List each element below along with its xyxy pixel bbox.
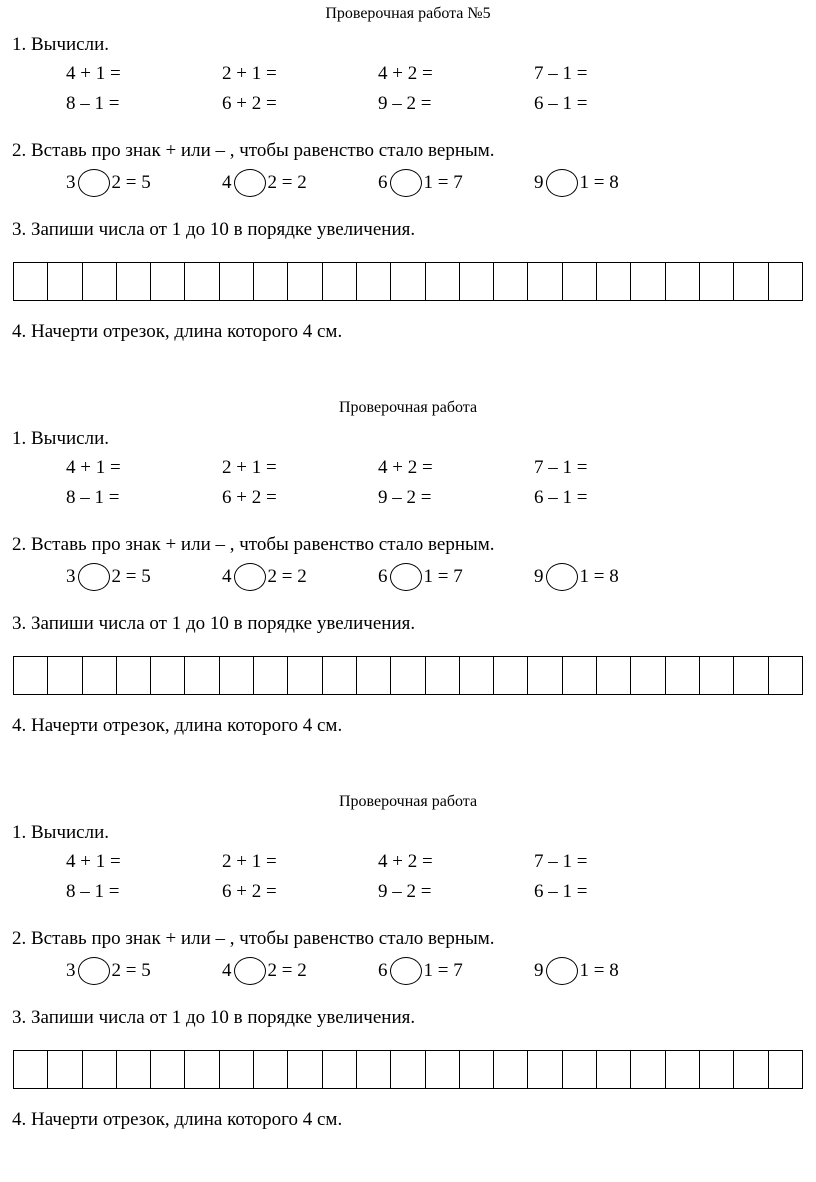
- sign-blank-circle[interactable]: [390, 957, 422, 985]
- equation-left-operand: 4: [222, 172, 232, 193]
- answer-cell[interactable]: [460, 1051, 494, 1088]
- equation-left-operand: 4: [222, 566, 232, 587]
- answer-cell[interactable]: [83, 657, 117, 694]
- equation-right-side: 1 = 8: [579, 172, 619, 193]
- sign-equation: [66, 563, 151, 589]
- answer-cell[interactable]: [494, 657, 528, 694]
- answer-cell[interactable]: [460, 263, 494, 300]
- answer-cell[interactable]: [391, 657, 425, 694]
- sign-equation: [534, 169, 619, 195]
- arithmetic-exercise: 7 – 1 =: [534, 63, 588, 84]
- answer-cell-grid: [13, 656, 803, 695]
- equation-left-operand: 9: [534, 172, 544, 193]
- answer-cell-grid: [13, 262, 803, 301]
- sign-equation: [222, 957, 307, 983]
- answer-cell[interactable]: [254, 657, 288, 694]
- answer-cell[interactable]: [769, 657, 802, 694]
- equation-right-side: 2 = 5: [111, 172, 151, 193]
- equation-left-operand: 9: [534, 960, 544, 981]
- answer-cell[interactable]: [185, 1051, 219, 1088]
- answer-cell[interactable]: [151, 657, 185, 694]
- answer-cell[interactable]: [734, 657, 768, 694]
- answer-cell[interactable]: [563, 1051, 597, 1088]
- task-1-heading: 1. Вычисли.: [12, 34, 109, 55]
- sign-equation: [378, 563, 463, 589]
- answer-cell[interactable]: [151, 263, 185, 300]
- answer-cell[interactable]: [734, 263, 768, 300]
- answer-cell[interactable]: [734, 1051, 768, 1088]
- sign-equation: [66, 169, 151, 195]
- answer-cell[interactable]: [220, 263, 254, 300]
- equation-right-side: 1 = 7: [423, 960, 463, 981]
- answer-cell-grid: [13, 1050, 803, 1089]
- equation-right-side: 2 = 2: [267, 960, 307, 981]
- answer-cell[interactable]: [14, 263, 48, 300]
- answer-cell[interactable]: [117, 263, 151, 300]
- equation-right-side: 1 = 7: [423, 172, 463, 193]
- answer-cell[interactable]: [48, 263, 82, 300]
- answer-cell[interactable]: [700, 657, 734, 694]
- sign-blank-circle[interactable]: [234, 563, 266, 591]
- answer-cell[interactable]: [14, 657, 48, 694]
- equation-left-operand: 3: [66, 172, 76, 193]
- worksheet-title: Проверочная работа: [338, 399, 478, 416]
- sign-blank-circle[interactable]: [78, 957, 110, 985]
- answer-cell[interactable]: [288, 657, 322, 694]
- equation-right-side: 2 = 2: [267, 566, 307, 587]
- task-3-heading: 3. Запиши числа от 1 до 10 в порядке увеличения.: [12, 613, 416, 634]
- answer-cell[interactable]: [357, 657, 391, 694]
- sign-equation: [222, 169, 307, 195]
- answer-cell[interactable]: [528, 1051, 562, 1088]
- equation-right-side: 1 = 7: [423, 566, 463, 587]
- sign-equation: [534, 957, 619, 983]
- worksheet-section: [0, 0, 816, 394]
- equation-left-operand: 3: [66, 566, 76, 587]
- answer-cell[interactable]: [288, 1051, 322, 1088]
- arithmetic-exercise: 6 – 1 =: [534, 93, 588, 114]
- task-3-heading: 3. Запиши числа от 1 до 10 в порядке увеличения.: [12, 1007, 416, 1028]
- equation-left-operand: 6: [378, 960, 388, 981]
- worksheet-section: [0, 394, 816, 788]
- equation-right-side: 1 = 8: [579, 566, 619, 587]
- arithmetic-exercise: 6 – 1 =: [534, 487, 588, 508]
- arithmetic-exercise: 7 – 1 =: [534, 457, 588, 478]
- arithmetic-exercise: 4 + 2 =: [378, 851, 433, 872]
- worksheet-title: Проверочная работа №5: [325, 5, 491, 22]
- arithmetic-exercise: 9 – 2 =: [378, 487, 432, 508]
- equation-right-side: 2 = 5: [111, 960, 151, 981]
- answer-cell[interactable]: [700, 1051, 734, 1088]
- sign-blank-circle[interactable]: [390, 563, 422, 591]
- task-3-heading: 3. Запиши числа от 1 до 10 в порядке увеличения.: [12, 219, 416, 240]
- answer-cell[interactable]: [426, 1051, 460, 1088]
- answer-cell[interactable]: [563, 263, 597, 300]
- arithmetic-exercise: 4 + 2 =: [378, 63, 433, 84]
- task-1-heading: 1. Вычисли.: [12, 822, 109, 843]
- answer-cell[interactable]: [631, 263, 665, 300]
- equation-left-operand: 4: [222, 960, 232, 981]
- answer-cell[interactable]: [151, 1051, 185, 1088]
- answer-cell[interactable]: [769, 263, 802, 300]
- answer-cell[interactable]: [597, 1051, 631, 1088]
- answer-cell[interactable]: [700, 263, 734, 300]
- answer-cell[interactable]: [185, 263, 219, 300]
- answer-cell[interactable]: [323, 1051, 357, 1088]
- answer-cell[interactable]: [48, 657, 82, 694]
- equation-left-operand: 6: [378, 172, 388, 193]
- answer-cell[interactable]: [666, 1051, 700, 1088]
- answer-cell[interactable]: [460, 657, 494, 694]
- answer-cell[interactable]: [769, 1051, 802, 1088]
- sign-blank-circle[interactable]: [390, 169, 422, 197]
- sign-blank-circle[interactable]: [78, 563, 110, 591]
- task-4-heading: 4. Начерти отрезок, длина которого 4 см.: [12, 715, 343, 736]
- answer-cell[interactable]: [631, 657, 665, 694]
- task-2-heading: 2. Вставь про знак + или – , чтобы равенство стало верным.: [12, 534, 495, 555]
- answer-cell[interactable]: [391, 1051, 425, 1088]
- arithmetic-exercise: 9 – 2 =: [378, 881, 432, 902]
- arithmetic-exercise: 7 – 1 =: [534, 851, 588, 872]
- equation-left-operand: 3: [66, 960, 76, 981]
- worksheet-section: [0, 788, 816, 1182]
- equation-right-side: 2 = 5: [111, 566, 151, 587]
- answer-cell[interactable]: [528, 657, 562, 694]
- sign-equation: [378, 957, 463, 983]
- equation-left-operand: 9: [534, 566, 544, 587]
- arithmetic-exercise: 6 – 1 =: [534, 881, 588, 902]
- arithmetic-exercise: 4 + 2 =: [378, 457, 433, 478]
- answer-cell[interactable]: [14, 1051, 48, 1088]
- worksheet-title: Проверочная работа: [338, 793, 478, 810]
- sign-equation: [534, 563, 619, 589]
- answer-cell[interactable]: [666, 263, 700, 300]
- arithmetic-exercise: 8 – 1 =: [66, 881, 120, 902]
- answer-cell[interactable]: [185, 657, 219, 694]
- sign-blank-circle[interactable]: [78, 169, 110, 197]
- answer-cell[interactable]: [666, 657, 700, 694]
- arithmetic-exercise: 2 + 1 =: [222, 63, 277, 84]
- sign-equation: [222, 563, 307, 589]
- equation-right-side: 1 = 8: [579, 960, 619, 981]
- task-2-heading: 2. Вставь про знак + или – , чтобы равенство стало верным.: [12, 928, 495, 949]
- arithmetic-exercise: 8 – 1 =: [66, 487, 120, 508]
- answer-cell[interactable]: [528, 263, 562, 300]
- task-4-heading: 4. Начерти отрезок, длина которого 4 см.: [12, 1109, 343, 1130]
- sign-blank-circle[interactable]: [546, 563, 578, 591]
- equation-left-operand: 6: [378, 566, 388, 587]
- answer-cell[interactable]: [391, 263, 425, 300]
- sign-equation: [378, 169, 463, 195]
- answer-cell[interactable]: [220, 657, 254, 694]
- answer-cell[interactable]: [83, 263, 117, 300]
- sign-blank-circle[interactable]: [234, 957, 266, 985]
- sign-equation: [66, 957, 151, 983]
- answer-cell[interactable]: [117, 657, 151, 694]
- answer-cell[interactable]: [117, 1051, 151, 1088]
- arithmetic-exercise: 4 + 1 =: [66, 457, 121, 478]
- answer-cell[interactable]: [220, 1051, 254, 1088]
- answer-cell[interactable]: [494, 263, 528, 300]
- sign-blank-circle[interactable]: [546, 957, 578, 985]
- answer-cell[interactable]: [288, 263, 322, 300]
- arithmetic-exercise: 2 + 1 =: [222, 851, 277, 872]
- sign-blank-circle[interactable]: [546, 169, 578, 197]
- equation-right-side: 2 = 2: [267, 172, 307, 193]
- arithmetic-exercise: 4 + 1 =: [66, 851, 121, 872]
- answer-cell[interactable]: [83, 1051, 117, 1088]
- answer-cell[interactable]: [323, 263, 357, 300]
- task-2-heading: 2. Вставь про знак + или – , чтобы равенство стало верным.: [12, 140, 495, 161]
- arithmetic-exercise: 6 + 2 =: [222, 487, 277, 508]
- answer-cell[interactable]: [597, 263, 631, 300]
- answer-cell[interactable]: [254, 263, 288, 300]
- arithmetic-exercise: 9 – 2 =: [378, 93, 432, 114]
- answer-cell[interactable]: [426, 263, 460, 300]
- task-1-heading: 1. Вычисли.: [12, 428, 109, 449]
- sign-blank-circle[interactable]: [234, 169, 266, 197]
- arithmetic-exercise: 4 + 1 =: [66, 63, 121, 84]
- answer-cell[interactable]: [357, 263, 391, 300]
- answer-cell[interactable]: [323, 657, 357, 694]
- arithmetic-exercise: 2 + 1 =: [222, 457, 277, 478]
- answer-cell[interactable]: [48, 1051, 82, 1088]
- answer-cell[interactable]: [494, 1051, 528, 1088]
- arithmetic-exercise: 8 – 1 =: [66, 93, 120, 114]
- answer-cell[interactable]: [357, 1051, 391, 1088]
- answer-cell[interactable]: [631, 1051, 665, 1088]
- answer-cell[interactable]: [426, 657, 460, 694]
- answer-cell[interactable]: [597, 657, 631, 694]
- arithmetic-exercise: 6 + 2 =: [222, 881, 277, 902]
- answer-cell[interactable]: [254, 1051, 288, 1088]
- arithmetic-exercise: 6 + 2 =: [222, 93, 277, 114]
- answer-cell[interactable]: [563, 657, 597, 694]
- task-4-heading: 4. Начерти отрезок, длина которого 4 см.: [12, 321, 343, 342]
